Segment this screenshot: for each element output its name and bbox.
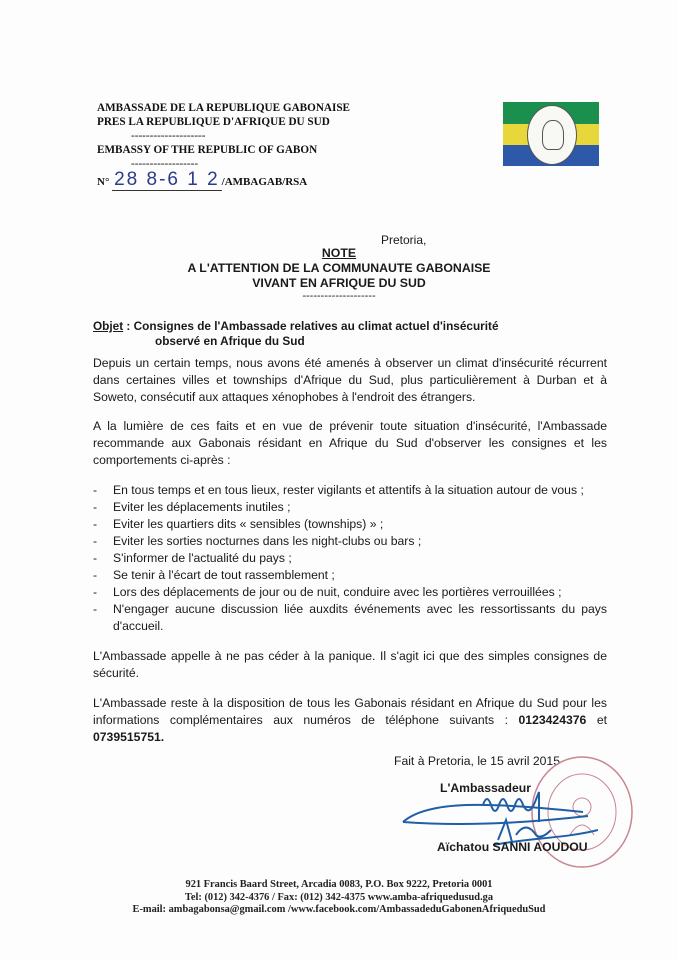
reference-prefix: N° — [97, 176, 110, 188]
note-heading: NOTE — [321, 246, 357, 260]
subject-block — [93, 319, 607, 349]
list-item: - S'informer de l'actualité du pays ; — [93, 551, 292, 565]
list-item: - Eviter les déplacements inutiles ; — [93, 500, 291, 514]
footer-phone-web: Tel: (012) 342-4376 / Fax: (012) 342-4375 www.amba-afriquedusud.ga — [184, 891, 494, 903]
phone-number-1: 0123424376 — [518, 713, 587, 727]
list-item: - Lors des déplacements de jour ou de nuit, conduire avec les portières verrouillées ; — [93, 585, 562, 599]
list-item: - Se tenir à l'écart de tout rassemblement ; — [93, 568, 335, 582]
letterhead-separator-2: ------------------ — [131, 158, 199, 170]
gabon-emblem-flag-icon — [503, 102, 599, 166]
footer-contact — [0, 879, 678, 917]
note-title — [0, 246, 678, 302]
footer-email-facebook: E-mail: ambagabonsa@gmail.com /www.facebook.com/AmbassadeduGabonenAfriqueduSud — [132, 904, 546, 915]
footer-address: 921 Francis Baard Street, Arcadia 0083, P.O. Box 9222, Pretoria 0001 — [185, 879, 493, 890]
place-line: Pretoria, — [381, 233, 427, 247]
letterhead-line-3: EMBASSY OF THE REPUBLIC OF GABON — [97, 144, 318, 156]
list-item: - N'engager aucune discussion liée auxdits événements avec les ressortissants du pays d'accueil. — [93, 602, 607, 633]
paragraph-contact: L'Ambassade reste à la disposition de tous les Gabonais résidant en Afrique du Sud pour les informations complémentaires aux numéros de téléphone suivants : 0123424376 et 0739515751. — [93, 696, 607, 744]
phone-number-2: 0739515751. — [93, 730, 165, 744]
reference-number — [97, 169, 307, 191]
paragraph-recommendation: A la lumière de ces faits et en vue de prévenir toute situation d'insécurité, l'Ambassade recommande aux Gabonais résidant en Afrique du Sud d'observer les consignes et les comportements ci-après : — [93, 419, 607, 467]
reference-suffix: /AMBAGAB/RSA — [221, 176, 308, 188]
letterhead-separator-1: -------------------- — [131, 130, 206, 142]
subject-label: Objet — [93, 319, 124, 333]
note-separator: -------------------- — [302, 290, 376, 302]
subject-colon: : — [123, 319, 134, 333]
list-item: - Eviter les sorties nocturnes dans les night-clubs ou bars ; — [93, 534, 422, 548]
safety-instructions-list — [93, 482, 607, 635]
note-addressee-line-1: A L'ATTENTION DE LA COMMUNAUTE GABONAISE — [187, 261, 491, 275]
list-item: - En tous temps et en tous lieux, rester vigilants et attentifs à la situation autour de vous ; — [93, 483, 584, 497]
subject-line-2: observé en Afrique du Sud — [155, 334, 305, 348]
note-addressee-line-2: VIVANT EN AFRIQUE DU SUD — [252, 276, 426, 290]
list-item: - Eviter les quartiers dits « sensibles (townships) » ; — [93, 517, 384, 531]
coat-of-arms-seal-icon — [527, 105, 577, 165]
letterhead — [97, 101, 350, 171]
signatory-title: L'Ambassadeur — [440, 781, 531, 795]
subject-line-1: Consignes de l'Ambassade relatives au climat actuel d'insécurité — [133, 319, 499, 333]
letterhead-line-2: PRES LA REPUBLIQUE D'AFRIQUE DU SUD — [97, 116, 330, 128]
letterhead-line-1: AMBASSADE DE LA REPUBLIQUE GABONAISE — [97, 102, 351, 114]
signature-date: Fait à Pretoria, le 15 avril 2015 — [394, 754, 560, 768]
paragraph-context: Depuis un certain temps, nous avons été amenés à observer un climat d'insécurité récurrent dans certaines villes et townships d'Afrique du Sud, plus particulièrement à Durban et à Soweto, consécutif aux attaques xénophobes à l'endroit des étrangers. — [93, 356, 607, 404]
signatory-name: Aïchatou SANNI AOUDOU — [437, 840, 588, 854]
reference-handwritten-number: 28 8-6 1 2 — [114, 169, 220, 190]
paragraph-no-panic: L'Ambassade appelle à ne pas céder à la panique. Il s'agit ici que des simples consignes de sécurité. — [93, 649, 607, 680]
